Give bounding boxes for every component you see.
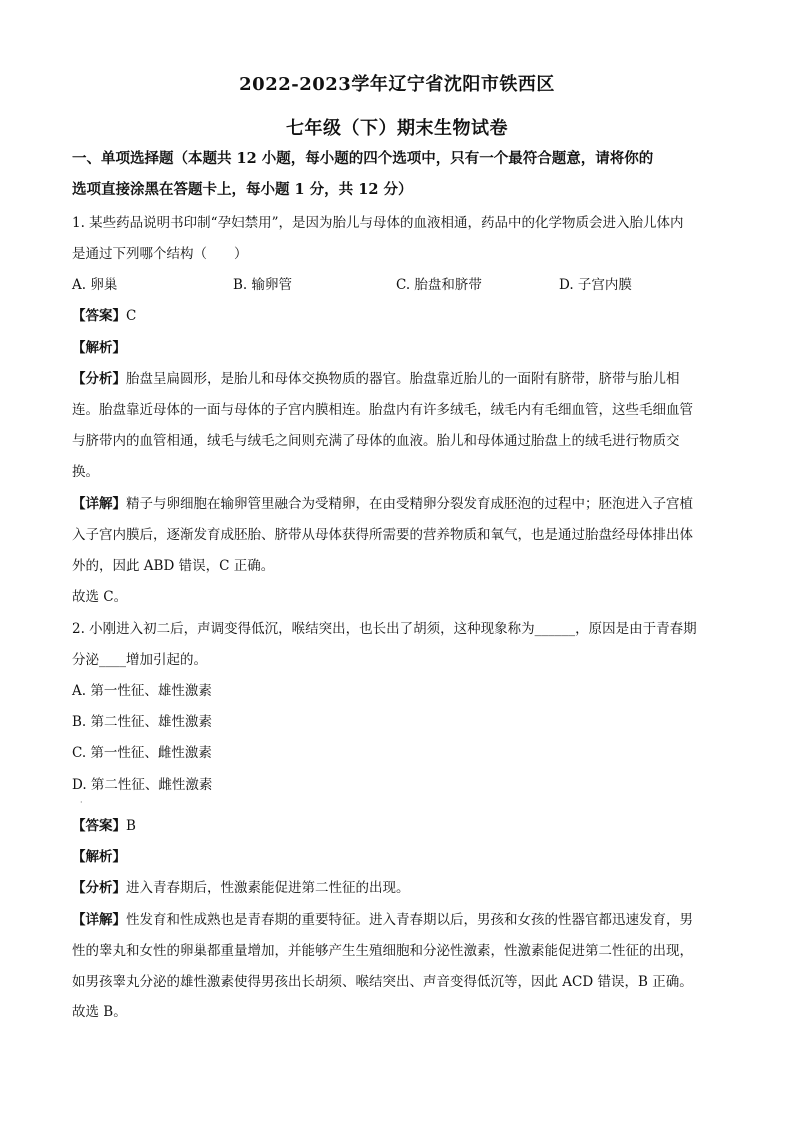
xiangjie-text: 性发育和性成熟也是青春期的重要特征。进入青春期以后，男孩和女孩的性器官都迅速发育，男 [126, 912, 693, 928]
q1-option-d: D. 子宫内膜 [559, 277, 632, 293]
q1-fenxi-line-3: 与脐带内的血管相通，绒毛与绒毛之间则充满了母体的血液。胎儿和母体通过胎盘上的绒毛进行物质交 [72, 433, 680, 449]
jiexi-tag: 【解析】 [72, 340, 126, 356]
q1-stem-line-1: 1. 某些药品说明书印制“孕妇禁用”，是因为胎儿与母体的血液相通，药品中的化学物质会进入胎儿体内 [72, 215, 684, 231]
q1-fenxi-line-2: 连。胎盘靠近母体的一面与母体的子宫内膜相连。胎盘内有许多绒毛，绒毛内有毛细血管，这些毛细血管 [72, 402, 693, 418]
jiexi-tag: 【解析】 [72, 849, 126, 865]
q2-fenxi-line-1 [72, 878, 727, 898]
q2-conclusion: 故选 B。 [72, 1004, 127, 1020]
q2-xiangjie-line-1 [72, 910, 727, 930]
fenxi-tag: 【分析】 [72, 371, 126, 387]
q2-stem-line-2: 分泌____增加引起的。 [72, 652, 207, 668]
q2-option-d: D. 第二性征、雌性激素 [72, 777, 213, 793]
q2-option-a: A. 第一性征、雄性激素 [72, 683, 212, 699]
q2-xiangjie-line-3: 如男孩睾丸分泌的雄性激素使得男孩出长胡须、喉结突出、声音变得低沉等，因此 ACD 错误，B 正确。 [72, 974, 693, 990]
fenxi-tag: 【分析】 [72, 880, 126, 896]
q2-option-b: B. 第二性征、雄性激素 [72, 714, 213, 730]
q1-xiangjie-line-3: 外的，因此 ABD 错误，C 正确。 [72, 558, 275, 574]
answer-tag: 【答案】 [72, 818, 126, 834]
fenxi-text: 进入青春期后，性激素能促进第二性征的出现。 [126, 880, 410, 896]
q1-xiangjie-line-1 [72, 494, 727, 514]
title-line-2: 七年级（下）期末生物试卷 [286, 118, 508, 139]
q1-option-a: A. 卵巢 [72, 277, 118, 293]
q2-option-c: C. 第一性征、雌性激素 [72, 745, 212, 761]
xiangjie-text: 精子与卵细胞在输卵管里融合为受精卵，在由受精卵分裂发育成胚泡的过程中；胚泡进入子宫植 [126, 496, 693, 512]
answer-tag: 【答案】 [72, 308, 126, 324]
fenxi-text: 胎盘呈扁圆形，是胎儿和母体交换物质的器官。胎盘靠近胎儿的一面附有脐带，脐带与胎儿相 [126, 371, 680, 387]
q1-fenxi-line-4: 换。 [72, 464, 99, 480]
section-heading-line-2: 选项直接涂黑在答题卡上，每小题 1 分，共 12 分） [72, 181, 413, 198]
q1-option-c: C. 胎盘和脐带 [396, 277, 482, 293]
xiangjie-tag: 【详解】 [72, 496, 126, 512]
q1-option-b: B. 输卵管 [233, 277, 293, 293]
q2-jiexi [72, 847, 727, 867]
q2-xiangjie-line-2: 性的睾丸和女性的卵巢都重量增加，并能够产生生殖细胞和分泌性激素，性激素能促进第二性征的出现， [72, 943, 693, 959]
q1-stem-line-2: 是通过下列哪个结构（ ） [72, 246, 248, 262]
q2-answer [72, 816, 727, 836]
answer-value: C [126, 308, 137, 324]
answer-value: B [126, 818, 136, 834]
q1-xiangjie-line-2: 入子宫内膜后，逐渐发育成胚胎、脐带从母体获得所需要的营养物质和氧气，也是通过胎盘经母体排出体 [72, 527, 693, 543]
xiangjie-tag: 【详解】 [72, 912, 126, 928]
stray-dot: · [80, 798, 83, 807]
section-heading-line-1: 一、单项选择题（本题共 12 小题，每小题的四个选项中，只有一个最符合题意，请将你的 [72, 150, 654, 167]
q2-stem-line-1: 2. 小刚进入初二后，声调变得低沉，喉结突出，也长出了胡须，这种现象称为______，原因是由于青春期 [72, 621, 697, 637]
q1-conclusion: 故选 C。 [72, 589, 128, 605]
q1-jiexi [72, 338, 727, 358]
q1-fenxi-line-1 [72, 369, 727, 389]
title-line-1: 2022-2023学年辽宁省沈阳市铁西区 [239, 74, 555, 95]
q1-answer [72, 306, 727, 326]
